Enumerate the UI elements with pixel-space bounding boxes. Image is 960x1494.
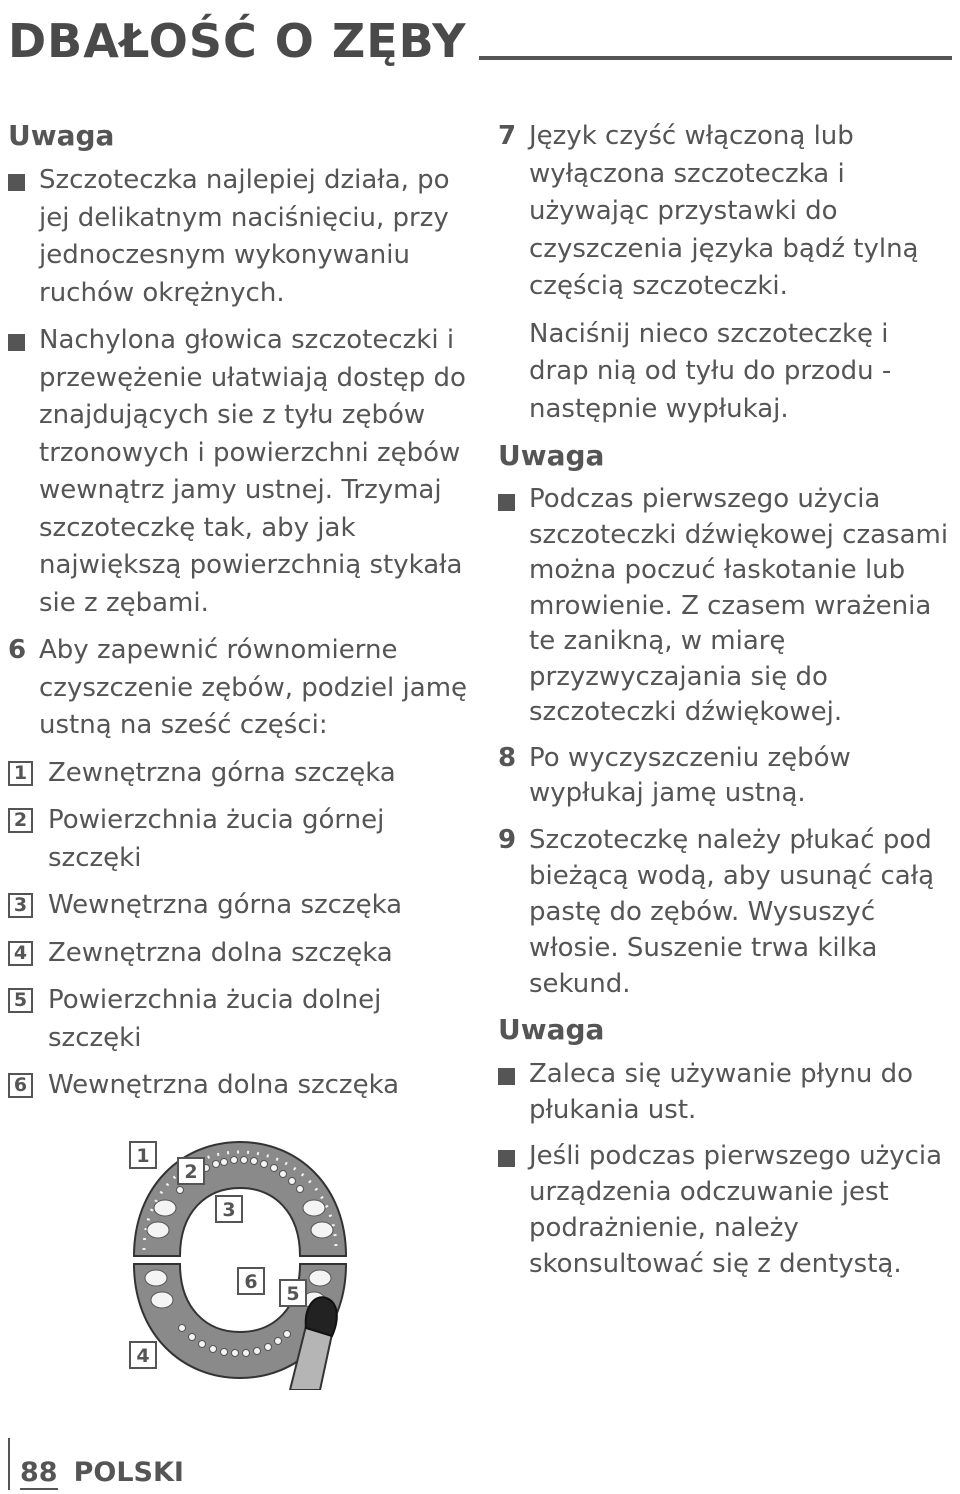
- figure-label-text: 6: [244, 1271, 258, 1293]
- step-number: 6: [8, 635, 27, 665]
- part-number-box: 5: [8, 988, 33, 1013]
- jaw-part-item: [8, 887, 470, 925]
- page-footer: [8, 1438, 184, 1490]
- footer-language: POLSKI: [73, 1457, 184, 1488]
- part-label: Powierzchnia żucia dolnej szczęki: [48, 985, 382, 1053]
- part-number-box: 2: [8, 808, 33, 833]
- footer-bar: [8, 1438, 10, 1490]
- step-number: 8: [498, 742, 517, 773]
- figure-label: [216, 1196, 242, 1222]
- note-bullet: Zaleca się używanie płynu do płukania ust.: [498, 1056, 953, 1128]
- part-number-box: 6: [8, 1073, 33, 1098]
- figure-label: [130, 1342, 156, 1368]
- part-label: Wewnętrzna dolna szczęka: [48, 1070, 400, 1100]
- step-text: Aby zapewnić równomierne czyszczenie zębów, podziel jamę ustną na sześć części:: [39, 635, 468, 740]
- note-bullet: Jeśli podczas pierwszego użycia urządzenia odczuwanie jest podrażnienie, należy skonsultować się z dentystą.: [498, 1138, 953, 1282]
- jaw-part-item: [8, 935, 470, 973]
- step-7: [498, 118, 953, 306]
- figure-label-text: 3: [222, 1199, 236, 1221]
- note-heading: Uwaga: [498, 439, 605, 472]
- title-rule: [479, 56, 952, 60]
- step-8: [498, 741, 953, 812]
- page-number: 88: [20, 1457, 58, 1488]
- note-heading: Uwaga: [8, 119, 115, 152]
- figure-label: [280, 1280, 306, 1306]
- figure-label: [178, 1158, 204, 1184]
- step-number: 7: [498, 121, 517, 151]
- figure-label: [130, 1142, 156, 1168]
- page-title-bar: [8, 8, 952, 68]
- note-heading: Uwaga: [498, 1012, 605, 1046]
- toothbrush-head: [306, 1297, 337, 1336]
- jaw-part-item: [8, 982, 470, 1057]
- part-label: Powierzchnia żucia górnej szczęki: [48, 805, 385, 873]
- step-9: [498, 822, 953, 1002]
- jaw-part-item: [8, 1067, 470, 1105]
- step-6: [8, 632, 470, 745]
- step-7-extra: Naciśnij nieco szczoteczkę i drap nią od tyłu do przodu - następnie wypłukaj.: [529, 318, 892, 424]
- part-number-box: 1: [8, 761, 33, 786]
- figure-label: [238, 1268, 264, 1294]
- step-text: Po wyczyszczeniu zębów wypłukaj jamę ustną.: [529, 742, 851, 808]
- page-title: DBAŁOŚĆ O ZĘBY: [8, 14, 467, 68]
- step-text: Język czyść włączoną lub wyłączona szczoteczka i używając przystawki do czyszczenia języka bądź tylną częścią szczoteczki.: [529, 121, 919, 301]
- part-number-box: 4: [8, 941, 33, 966]
- note-bullet: Nachylona głowica szczoteczki i przewężenie ułatwiają dostęp do znajdujących sie z tyłu zębów trzonowych i powierzchni zębów wewnątrz jamy ustnej. Trzymaj szczoteczkę tak, aby jak największą powierzchnią stykała sie z zębami.: [8, 322, 470, 622]
- right-column: [498, 118, 953, 1292]
- note-bullet: Szczoteczka najlepiej działa, po jej delikatnym naciśnięciu, przy jednoczesnym wykonywaniu ruchów okrężnych.: [8, 162, 470, 312]
- figure-label-text: 5: [286, 1283, 300, 1305]
- figure-label-text: 2: [184, 1161, 198, 1183]
- step-text: Szczoteczkę należy płukać pod bieżącą wodą, aby usunąć całą pastę do zębów. Wysuszyć włosie. Suszenie trwa kilka sekund.: [529, 824, 935, 999]
- left-column: [8, 118, 470, 1115]
- jaw-part-item: [8, 802, 470, 877]
- jaw-part-item: [8, 755, 470, 793]
- jaw-diagram: [120, 1128, 360, 1390]
- part-label: Zewnętrzna górna szczęka: [48, 757, 396, 788]
- step-number: 9: [498, 824, 517, 855]
- part-label: Zewnętrzna dolna szczęka: [48, 937, 393, 968]
- part-label: Wewnętrzna górna szczęka: [48, 890, 403, 920]
- part-number-box: 3: [8, 893, 33, 918]
- note-bullet: Podczas pierwszego użycia szczoteczki dźwiękowej czasami można poczuć łaskotanie lub mrowienie. Z czasem wrażenia te zanikną, w miarę przyzwyczajania się do szczoteczki dźwiękowej.: [498, 482, 953, 731]
- figure-label-text: 4: [136, 1345, 150, 1367]
- figure-label-text: 1: [136, 1145, 150, 1167]
